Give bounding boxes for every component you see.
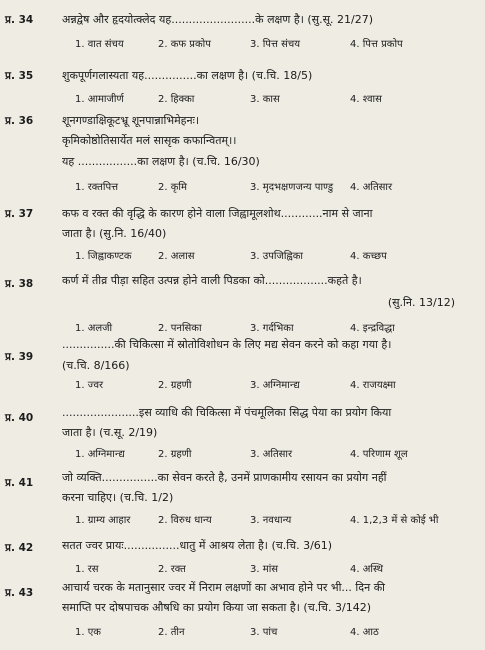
question-text: जाता है। (सु.नि. 16/40): [62, 227, 167, 240]
question-text: यह .................का लक्षण है। (च.चि. 16/30): [62, 155, 260, 168]
question-text: कर्ण में तीव्र पीड़ा सहित उत्पन्न होने वाली पिडका को..................कहते है।: [62, 274, 362, 287]
question-text: सतत ज्वर प्रायः................धातु में आश्रय लेता है। (च.चि. 3/61): [62, 539, 333, 552]
option-4: 4. 1,2,3 में से कोई भी: [350, 515, 439, 526]
options-row: [0, 248, 485, 264]
option-4: 4. अतिसार: [350, 182, 393, 193]
options-row: [0, 624, 485, 640]
options-row: [0, 36, 485, 52]
question-text: समाप्ति पर दोषपाचक औषधि का प्रयोग किया जा सकता है। (च.चि. 3/142): [62, 601, 372, 614]
option-4: 4. पित्त प्रकोप: [350, 39, 403, 50]
question-text: कृमिकोष्ठोतिसार्येत मलं सासृक कफान्वितम्।।: [62, 134, 237, 147]
option-3: 3. पित्त संचय: [250, 39, 300, 50]
options-row: [0, 512, 485, 528]
option-2: 2. कफ प्रकोप: [158, 39, 211, 50]
question-number: प्र. 42: [5, 542, 34, 554]
option-3: 3. नवधान्य: [250, 515, 292, 526]
question-text: (च.चि. 8/166): [62, 359, 130, 372]
question-text: ......................इस व्याधि की चिकित्सा में पंचमूलिका सिद्ध पेया का प्रयोग किया: [62, 406, 392, 419]
options-row: [0, 446, 485, 462]
option-4: 4. श्वास: [350, 94, 382, 105]
options-row: [0, 91, 485, 107]
option-3: 3. अतिसार: [250, 449, 293, 460]
option-3: 3. अग्निमान्द्य: [250, 380, 300, 391]
option-1: 1. अग्निमान्द्य: [75, 449, 125, 460]
question-number: प्र. 35: [5, 70, 34, 82]
option-3: 3. पांच: [250, 627, 278, 638]
option-3: 3. उपजिह्विका: [250, 251, 303, 262]
question-text: कफ व रक्त की वृद्धि के कारण होने वाला जिह्वामूलशोथ............नाम से जाना: [62, 207, 373, 220]
option-2: 2. रक्त: [158, 564, 186, 575]
question-text: जो व्यक्ति................का सेवन करते है, उनमें प्राणकामीय रसायन का प्रयोग नहीं: [62, 471, 387, 484]
question-text: अन्नद्वेष और हृदयोत्क्लेद यह........................के लक्षण है। (सु.सू. 21/27): [62, 13, 374, 26]
question-text: आचार्य चरक के मतानुसार ज्वर में निराम लक्षणों का अभाव होने पर भी... दिन की: [62, 581, 385, 594]
options-row: [0, 320, 485, 336]
option-4: 4. राजयक्ष्मा: [350, 380, 396, 391]
options-row: [0, 179, 485, 195]
option-4: 4. कच्छप: [350, 251, 387, 262]
option-1: 1. एक: [75, 627, 101, 638]
option-4: 4. इन्द्रविद्धा: [350, 323, 395, 334]
option-1: 1. ज्वर: [75, 380, 104, 391]
option-4: 4. अस्थि: [350, 564, 384, 575]
question-text: ...............की चिकित्सा में स्रोतोविशोधन के लिए मद्य सेवन करने को कहा गया है।: [62, 338, 392, 351]
option-2: 2. ग्रहणी: [158, 449, 192, 460]
option-1: 1. आमाजीर्ण: [75, 94, 124, 105]
option-4: 4. परिणाम शूल: [350, 449, 408, 460]
option-2: 2. अलास: [158, 251, 195, 262]
question-number: प्र. 40: [5, 412, 34, 424]
question-number: प्र. 41: [5, 477, 34, 489]
option-1: 1. रस: [75, 564, 99, 575]
question-text: शूनगण्डाक्षिकूटभ्रू शूनपान्नाभिमेहनः।: [62, 114, 199, 127]
option-2: 2. ग्रहणी: [158, 380, 192, 391]
question-text: करना चाहिए। (च.चि. 1/2): [62, 491, 174, 504]
options-row: [0, 561, 485, 577]
option-1: 1. अलजी: [75, 323, 113, 334]
options-row: [0, 377, 485, 393]
question-number: प्र. 38: [5, 278, 34, 290]
question-number: प्र. 34: [5, 14, 34, 26]
option-2: 2. कृमि: [158, 182, 187, 193]
option-2: 2. हिक्का: [158, 94, 195, 105]
option-1: 1. जिह्वाकण्टक: [75, 251, 132, 262]
option-1: 1. ग्राम्य आहार: [75, 515, 131, 526]
option-1: 1. रक्तपित्त: [75, 182, 119, 193]
option-3: 3. मांस: [250, 564, 279, 575]
question-number: प्र. 36: [5, 115, 34, 127]
option-2: 2. पनसिका: [158, 323, 202, 334]
option-1: 1. वात संचय: [75, 39, 124, 50]
option-4: 4. आठ: [350, 627, 379, 638]
question-number: प्र. 39: [5, 351, 34, 363]
option-2: 2. विरुध धान्य: [158, 515, 212, 526]
question-number: प्र. 43: [5, 587, 34, 599]
option-2: 2. तीन: [158, 627, 185, 638]
question-text: जाता है। (च.सू. 2/19): [62, 426, 158, 439]
option-3: 3. कास: [250, 94, 280, 105]
option-3: 3. मृदभक्षणजन्य पाण्डु: [250, 182, 334, 193]
question-reference: (सु.नि. 13/12): [387, 296, 455, 309]
question-number: प्र. 37: [5, 208, 34, 220]
option-3: 3. गर्दभिका: [250, 323, 294, 334]
question-text: शुकपूर्णगलास्यता यह...............का लक्षण है। (च.चि. 18/5): [62, 69, 313, 82]
